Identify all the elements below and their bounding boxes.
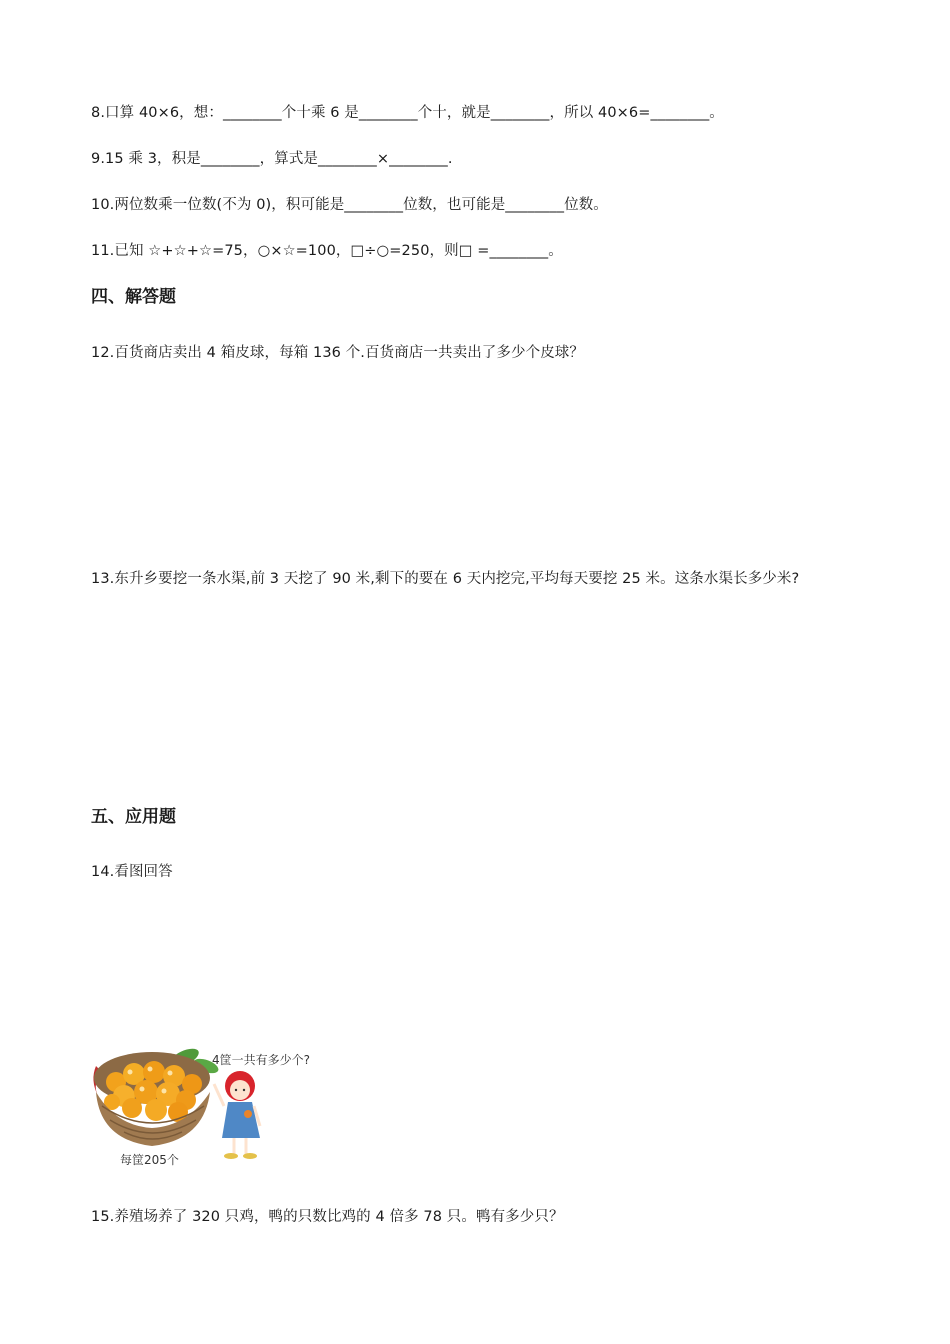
orange-basket-illustration (88, 1022, 348, 1172)
question-13: 13.东升乡要挖一条水渠,前 3 天挖了 90 米,剩下的要在 6 天内挖完,平均每天要挖 25 米。这条水渠长多少米? (91, 571, 800, 587)
question-10: 10.两位数乘一位数(不为 0)，积可能是________位数，也可能是________位数。 (91, 197, 608, 213)
speech-text: 4筐一共有多少个? (212, 1053, 311, 1067)
girl-icon (214, 1071, 260, 1159)
basket-caption: 每筐205个 (120, 1153, 179, 1167)
question-12: 12.百货商店卖出 4 箱皮球，每箱 136 个.百货商店一共卖出了多少个皮球？ (91, 345, 585, 361)
section-heading-answer: 四、解答题 (91, 287, 176, 307)
question-8: 8.口算 40×6，想：________个十乘 6 是________个十，就是________，所以 40×6=________。 (91, 105, 724, 121)
question-15: 15.养殖场养了 320 只鸡，鸭的只数比鸡的 4 倍多 78 只。鸭有多少只？ (91, 1209, 564, 1225)
question-9: 9.15 乘 3，积是________，算式是________×________. (91, 151, 453, 167)
orange-basket-figure (88, 1022, 348, 1172)
section-heading-application: 五、应用题 (91, 807, 176, 827)
question-11: 11.已知 ☆+☆+☆=75，○×☆=100，□÷○=250，则□ =________。 (91, 243, 563, 259)
question-14: 14.看图回答 (91, 864, 173, 880)
